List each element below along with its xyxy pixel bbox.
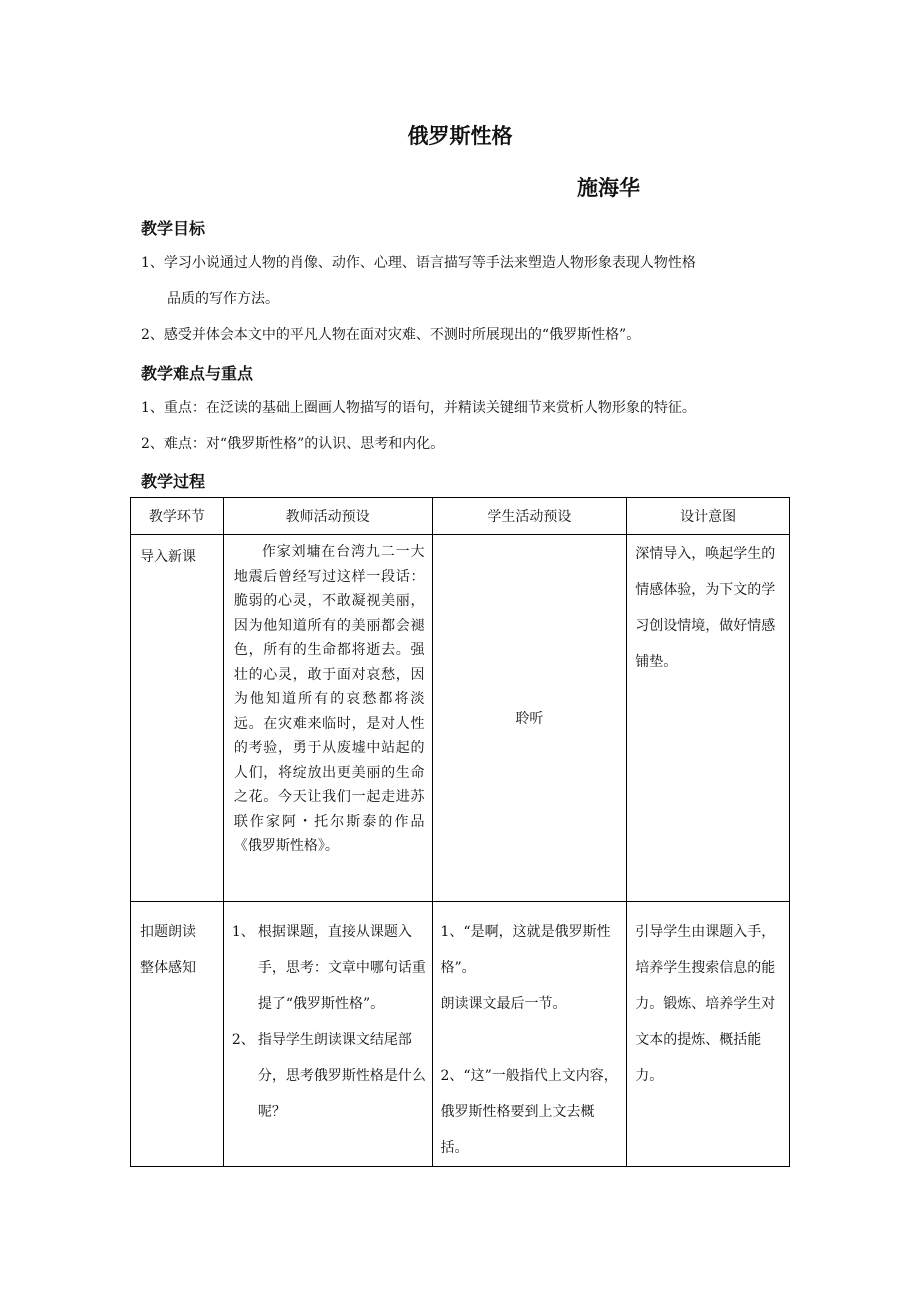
column-header: 教师活动预设 bbox=[223, 498, 432, 535]
table-header-row bbox=[131, 498, 790, 535]
column-header: 教学环节 bbox=[131, 498, 224, 535]
stage-cell bbox=[131, 535, 224, 902]
list-text: 指导学生朗读课文结尾部分，思考俄罗斯性格是什么呢？ bbox=[257, 1032, 426, 1120]
student-activity-text: 聆听 bbox=[515, 711, 544, 727]
student-activity-text: 2、“这”一般指代上文内容，俄罗斯性格要到上文去概括。 bbox=[440, 1068, 618, 1156]
intent-cell bbox=[627, 902, 790, 1167]
list-item bbox=[224, 914, 432, 1022]
list-item bbox=[224, 1022, 432, 1130]
stage-cell bbox=[131, 902, 224, 1167]
list-number: 2、 bbox=[231, 1032, 255, 1048]
student-activity-cell bbox=[432, 902, 627, 1167]
objective-2: 2、感受并体会本文中的平凡人物在面对灾难、不测时所展现出的“俄罗斯性格”。 bbox=[141, 327, 641, 343]
stage-label: 整体感知 bbox=[140, 960, 196, 976]
column-header: 学生活动预设 bbox=[432, 498, 627, 535]
stage-label: 扣题朗读 bbox=[140, 924, 196, 940]
objective-1: 1、学习小说通过人物的肖像、动作、心理、语言描写等手法来塑造人物形象表现人物性格 bbox=[141, 255, 696, 271]
document-title: 俄罗斯性格 bbox=[407, 124, 513, 148]
author-name: 施海华 bbox=[577, 176, 640, 200]
lesson-process-table bbox=[130, 497, 790, 1167]
table-row bbox=[131, 902, 790, 1167]
teacher-activity-text: 作家刘墉在台湾九二一大地震后曾经写过这样一段话：脆弱的心灵，不敢凝视美丽，因为他知道所有的美丽都会褪色，所有的生命都将逝去。强壮的心灵，敢于面对哀愁，因为他知道所有的哀愁都将淡远。在灾难来临时，是对人性的考验，勇于从废墟中站起的人们，将绽放出更美丽的生命之花。今天让我们一起走进苏联作家阿・托尔斯泰的作品《俄罗斯性格》。 bbox=[233, 544, 425, 854]
stage-label: 导入新课 bbox=[140, 549, 196, 565]
keypoint-2: 2、难点：对“俄罗斯性格”的认识、思考和内化。 bbox=[141, 436, 445, 452]
teacher-activity-cell bbox=[223, 902, 432, 1167]
teacher-activity-cell bbox=[223, 535, 432, 902]
intent-text: 深情导入，唤起学生的情感体验，为下文的学习创设情境，做好情感铺垫。 bbox=[635, 546, 776, 670]
student-activity-text: 1、“是啊，这就是俄罗斯性格”。 bbox=[440, 924, 611, 976]
objective-1-continued: 品质的写作方法。 bbox=[167, 291, 279, 307]
list-text: 根据课题，直接从课题入手，思考：文章中哪句话重提了“俄罗斯性格”。 bbox=[257, 924, 426, 1012]
column-header: 设计意图 bbox=[627, 498, 790, 535]
table-row bbox=[131, 535, 790, 902]
student-activity-text: 朗读课文最后一节。 bbox=[440, 996, 567, 1012]
intent-cell bbox=[627, 535, 790, 902]
objectives-heading: 教学目标 bbox=[141, 219, 206, 238]
intent-text: 引导学生由课题入手，培养学生搜索信息的能力。锻炼、培养学生对文本的提炼、概括能力。 bbox=[635, 924, 776, 1084]
list-number: 1、 bbox=[231, 924, 255, 940]
keypoints-heading: 教学难点与重点 bbox=[141, 364, 254, 383]
keypoint-1: 1、重点：在泛读的基础上圈画人物描写的语句，并精读关键细节来赏析人物形象的特征。 bbox=[141, 400, 696, 416]
student-activity-cell bbox=[432, 535, 627, 902]
process-heading: 教学过程 bbox=[141, 472, 206, 491]
